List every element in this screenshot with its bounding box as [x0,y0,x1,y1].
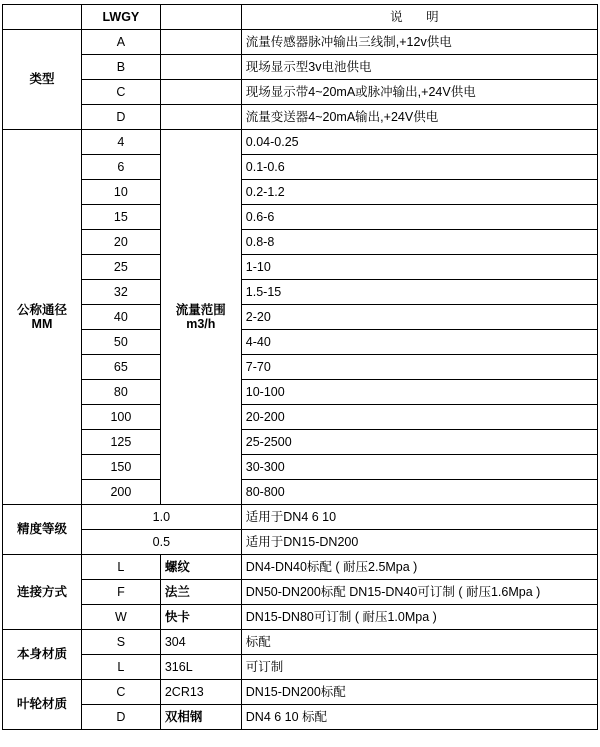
table-row [3,180,598,205]
mid-cell: 2CR13 [160,680,241,705]
code-cell: 15 [81,205,160,230]
code-cell: 200 [81,480,160,505]
desc-cell: 可订制 [241,655,597,680]
table-row [3,205,598,230]
table-row [3,80,598,105]
code-cell: 6 [81,155,160,180]
code-cell: 80 [81,380,160,405]
code-cell: D [81,705,160,730]
code-cell: 20 [81,230,160,255]
desc-cell: 适用于DN4 6 10 [241,505,597,530]
desc-cell: 1.5-15 [241,280,597,305]
mid-cell [160,80,241,105]
table-row [3,505,598,530]
table-row [3,655,598,680]
section-label-accuracy: 精度等级 [3,505,82,555]
desc-cell: DN15-DN200标配 [241,680,597,705]
code-cell: C [81,680,160,705]
mid-cell: 双相钢 [160,705,241,730]
code-cell: B [81,55,160,80]
desc-cell: 7-70 [241,355,597,380]
table-row [3,680,598,705]
mid-cell: 304 [160,630,241,655]
header-category-cell [3,5,82,30]
desc-cell: 25-2500 [241,430,597,455]
code-cell: 10 [81,180,160,205]
mid-cell [160,55,241,80]
table-row [3,355,598,380]
desc-cell: 标配 [241,630,597,655]
desc-cell: 0.6-6 [241,205,597,230]
code-cell: C [81,80,160,105]
table-row [3,230,598,255]
section-label-connection: 连接方式 [3,555,82,630]
section-label-line2: MM [31,317,53,331]
desc-cell: DN4-DN40标配 ( 耐压2.5Mpa ) [241,555,597,580]
section-label-nominal-diameter [3,130,82,505]
desc-cell: 80-800 [241,480,597,505]
desc-cell: 适用于DN15-DN200 [241,530,597,555]
table-row [3,705,598,730]
code-cell: 40 [81,305,160,330]
table-row [3,455,598,480]
desc-cell: 4-40 [241,330,597,355]
desc-cell: 20-200 [241,405,597,430]
code-cell: L [81,555,160,580]
code-cell: 150 [81,455,160,480]
code-cell: 100 [81,405,160,430]
desc-cell: DN50-DN200标配 DN15-DN40可订制 ( 耐压1.6Mpa ) [241,580,597,605]
header-code-cell: LWGY [81,5,160,30]
desc-cell: 流量变送器4~20mA输出,+24V供电 [241,105,597,130]
code-cell: A [81,30,160,55]
section-label-type: 类型 [3,30,82,130]
code-cell: W [81,605,160,630]
desc-cell: 现场显示带4~20mA或脉冲输出,+24V供电 [241,80,597,105]
desc-cell: 0.8-8 [241,230,597,255]
table-row [3,430,598,455]
mid-cell [160,105,241,130]
desc-cell: 10-100 [241,380,597,405]
code-cell: 32 [81,280,160,305]
desc-cell: 流量传感器脉冲输出三线制,+12v供电 [241,30,597,55]
code-cell: F [81,580,160,605]
table-row [3,380,598,405]
table-row [3,605,598,630]
header-mid-cell [160,5,241,30]
code-cell: D [81,105,160,130]
table-header-row [3,5,598,30]
spec-table [2,4,598,730]
table-row [3,105,598,130]
desc-cell: 2-20 [241,305,597,330]
section-label-body-material: 本身材质 [3,630,82,680]
code-cell: 65 [81,355,160,380]
desc-cell: 0.1-0.6 [241,155,597,180]
code-cell: 0.5 [81,530,241,555]
code-cell: 1.0 [81,505,241,530]
code-cell: L [81,655,160,680]
table-row [3,305,598,330]
table-row [3,255,598,280]
desc-cell: 现场显示型3v电池供电 [241,55,597,80]
table-row [3,555,598,580]
code-cell: 50 [81,330,160,355]
table-row [3,480,598,505]
code-cell: 125 [81,430,160,455]
table-row [3,30,598,55]
table-row [3,405,598,430]
table-row [3,630,598,655]
code-cell: 25 [81,255,160,280]
desc-cell: 0.2-1.2 [241,180,597,205]
desc-cell: DN15-DN80可订制 ( 耐压1.0Mpa ) [241,605,597,630]
header-desc-cell: 说 明 [241,5,597,30]
mid-cell: 螺纹 [160,555,241,580]
table-row [3,580,598,605]
table-row [3,155,598,180]
mid-cell: 快卡 [160,605,241,630]
table-row [3,280,598,305]
desc-cell: DN4 6 10 标配 [241,705,597,730]
desc-cell: 1-10 [241,255,597,280]
section-label-impeller-material: 叶轮材质 [3,680,82,730]
table-row [3,130,598,155]
section-label-line1: 公称通径 [16,302,67,317]
desc-cell: 30-300 [241,455,597,480]
code-cell: S [81,630,160,655]
flow-range-label [160,130,241,505]
flow-range-line2: m3/h [186,317,216,331]
table-row [3,55,598,80]
mid-cell: 316L [160,655,241,680]
table-row [3,330,598,355]
code-cell: 4 [81,130,160,155]
mid-cell [160,30,241,55]
table-row [3,530,598,555]
desc-cell: 0.04-0.25 [241,130,597,155]
mid-cell: 法兰 [160,580,241,605]
flow-range-line1: 流量范围 [175,302,226,317]
